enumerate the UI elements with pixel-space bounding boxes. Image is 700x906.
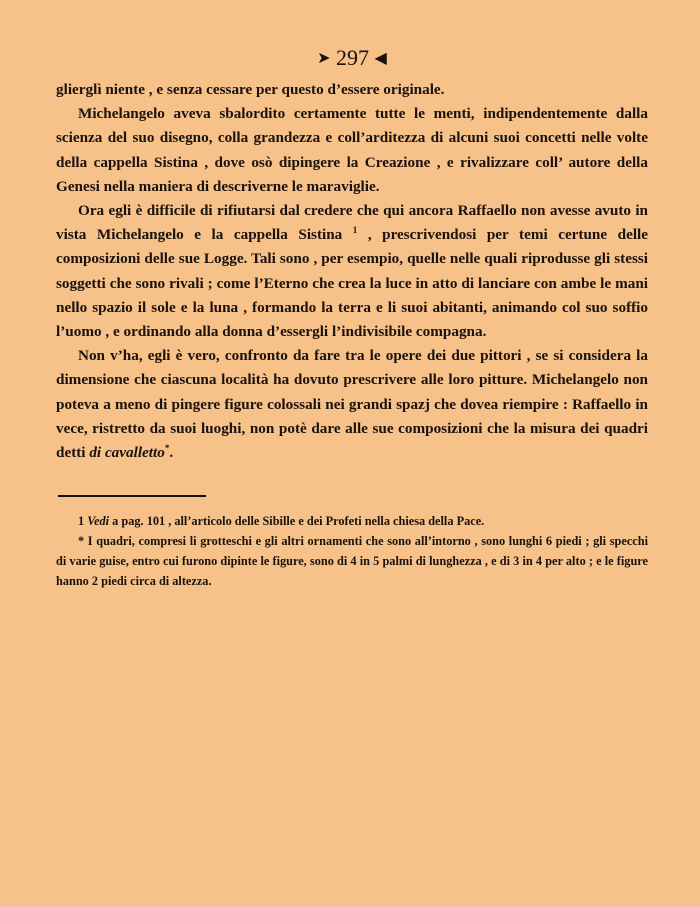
paragraph-text: Non v’ha, egli è vero, confronto da fare tra le opere dei due pittori , se si considera la dimensione che ciascuna località ha dovuto prescrivere alle loro pitture. Michelangelo non poteva a meno di pingere figure colossali nei grandi spazj che dovea riempire : Raffaello in vece, ristretto da suoi luoghi, non potè dare alle sue composizioni che la misura dei quadri detti <box>56 347 648 462</box>
footnote-reference[interactable]: * <box>164 443 170 454</box>
paragraph-text: Michelangelo aveva sbalordito certamente tutte le menti, indipendentemente dalla scienza del suo disegno, colla grandezza e coll’arditezza di alcuni suoi concetti nelle volte della cappella Sistina , dove osò dipingere la Creazione , e rivalizzare coll’ autore della Genesi nella maniera di descriverne le maraviglie. <box>56 105 648 195</box>
italic-term: di cavalletto <box>89 444 165 462</box>
footnote-text: a pag. 101 , all’articolo delle Sibille e dei Profeti nella chiesa della Pace. <box>109 514 485 529</box>
footnote-mark: 1 <box>78 514 85 529</box>
paragraph-text: , prescrivendosi per temi certune delle composizioni delle sue Logge. Tali sono , per esempio, quelle nelle quali riprodusse gli stessi soggetti che sono rivali ; come l’Eterno che crea la luce in atto di lanciare con ambe le mani nello spazio il sole e la luna , formando la terra e li suoi abitanti, animando col suo soffio l’uomo , e ordinando alla donna d’essergli l’indivisibile compagna. <box>56 226 648 341</box>
footnote <box>56 511 648 531</box>
paragraph <box>56 344 648 465</box>
footnote-mark: * <box>78 534 85 549</box>
page-header <box>56 42 648 76</box>
body-text <box>56 78 648 465</box>
left-ornament-icon: ➤ <box>317 50 331 67</box>
paragraph-text: . <box>169 444 174 462</box>
right-ornament-icon: ◀ <box>374 50 387 67</box>
footnote-reference[interactable]: 1 <box>352 225 358 236</box>
page-number: 297 <box>336 45 370 70</box>
paragraph <box>56 102 648 199</box>
paragraph-text: Ora egli è difficile di rifiutarsi dal credere che qui ancora Raffaello non avesse avuto in vista Michelangelo e la cappella Sistina <box>56 202 648 244</box>
footnote-divider <box>58 495 206 497</box>
book-page <box>56 42 648 591</box>
footnote <box>56 531 648 591</box>
paragraph <box>56 199 648 344</box>
paragraph-continued <box>56 78 648 102</box>
footnotes <box>56 511 648 591</box>
italic-term: Vedi <box>87 514 110 529</box>
paragraph-text: glierglì niente , e senza cessare per questo d’essere originale. <box>56 81 445 98</box>
footnote-text: I quadri, compresi li grotteschi e gli altri ornamenti che sono all’intorno , sono lunghi 6 piedi ; gli specchi di varie guise, entro cui furono dipinte le figure, sono di 4 in 5 palmi di lunghezza , e di 3 in 4 per alto ; e le figure hanno 2 piedi circa di altezza. <box>56 534 648 589</box>
